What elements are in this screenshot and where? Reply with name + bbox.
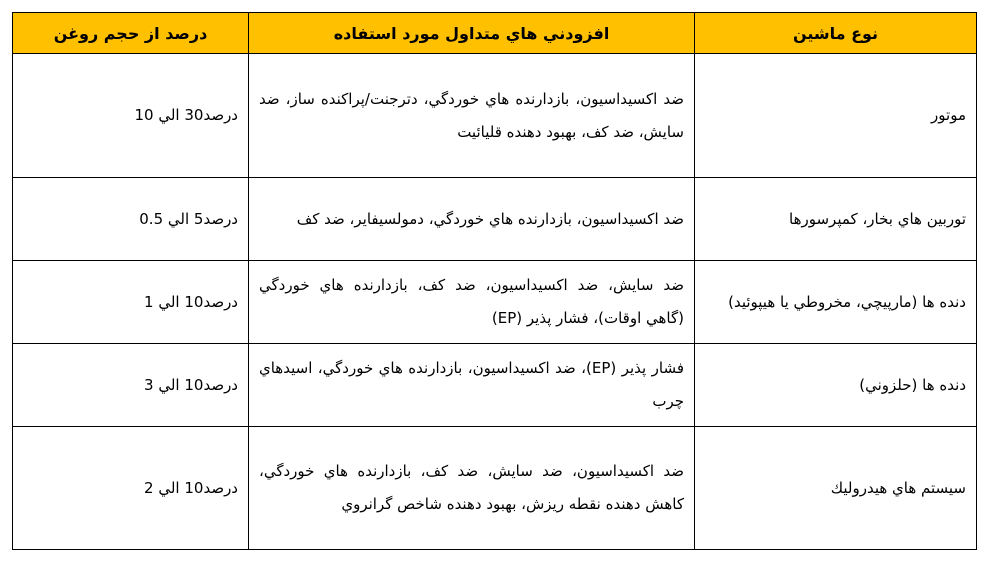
additives-table: [12, 12, 977, 550]
cell-percent: درصد5 الي 0.5: [13, 178, 249, 261]
table-row: [13, 344, 977, 427]
cell-additives: ضد اكسيداسيون، بازدارنده هاي خوردگي، دمولسيفاير، ضد كف: [249, 178, 695, 261]
table-row: [13, 261, 977, 344]
cell-machine-type: دنده ها (حلزوني): [695, 344, 977, 427]
header-machine-type: نوع ماشين: [695, 13, 977, 54]
cell-percent: درصد10 الي 1: [13, 261, 249, 344]
cell-additives: ضد اكسيداسيون، ضد سايش، ضد كف، بازدارنده هاي خوردگي، كاهش دهنده نقطه ريزش، بهبود دهنده شاخص گرانروي: [249, 427, 695, 550]
cell-additives: فشار پذير (EP)، ضد اكسيداسيون، بازدارنده هاي خوردگي، اسيدهاي چرب: [249, 344, 695, 427]
cell-percent: درصد10 الي 3: [13, 344, 249, 427]
cell-machine-type: موتور: [695, 54, 977, 178]
table-header-row: [13, 13, 977, 54]
cell-machine-type: سيستم هاي هيدروليك: [695, 427, 977, 550]
cell-additives: ضد سايش، ضد اكسيداسيون، ضد كف، بازدارنده هاي خوردگي (گاهي اوقات)، فشار پذير (EP): [249, 261, 695, 344]
cell-machine-type: دنده ها (مارپيچي، مخروطي يا هيپوئيد): [695, 261, 977, 344]
table-row: [13, 427, 977, 550]
cell-percent: درصد30 الي 10: [13, 54, 249, 178]
table-row: [13, 54, 977, 178]
cell-additives: ضد اكسيداسيون، بازدارنده هاي خوردگي، دترجنت/پراكنده ساز، ضد سايش، ضد كف، بهبود دهنده قليائيت: [249, 54, 695, 178]
cell-percent: درصد10 الي 2: [13, 427, 249, 550]
table-row: [13, 178, 977, 261]
cell-machine-type: توربين هاي بخار، كمپرسورها: [695, 178, 977, 261]
header-additives: افزودني هاي متداول مورد استفاده: [249, 13, 695, 54]
header-percent: درصد از حجم روغن: [13, 13, 249, 54]
